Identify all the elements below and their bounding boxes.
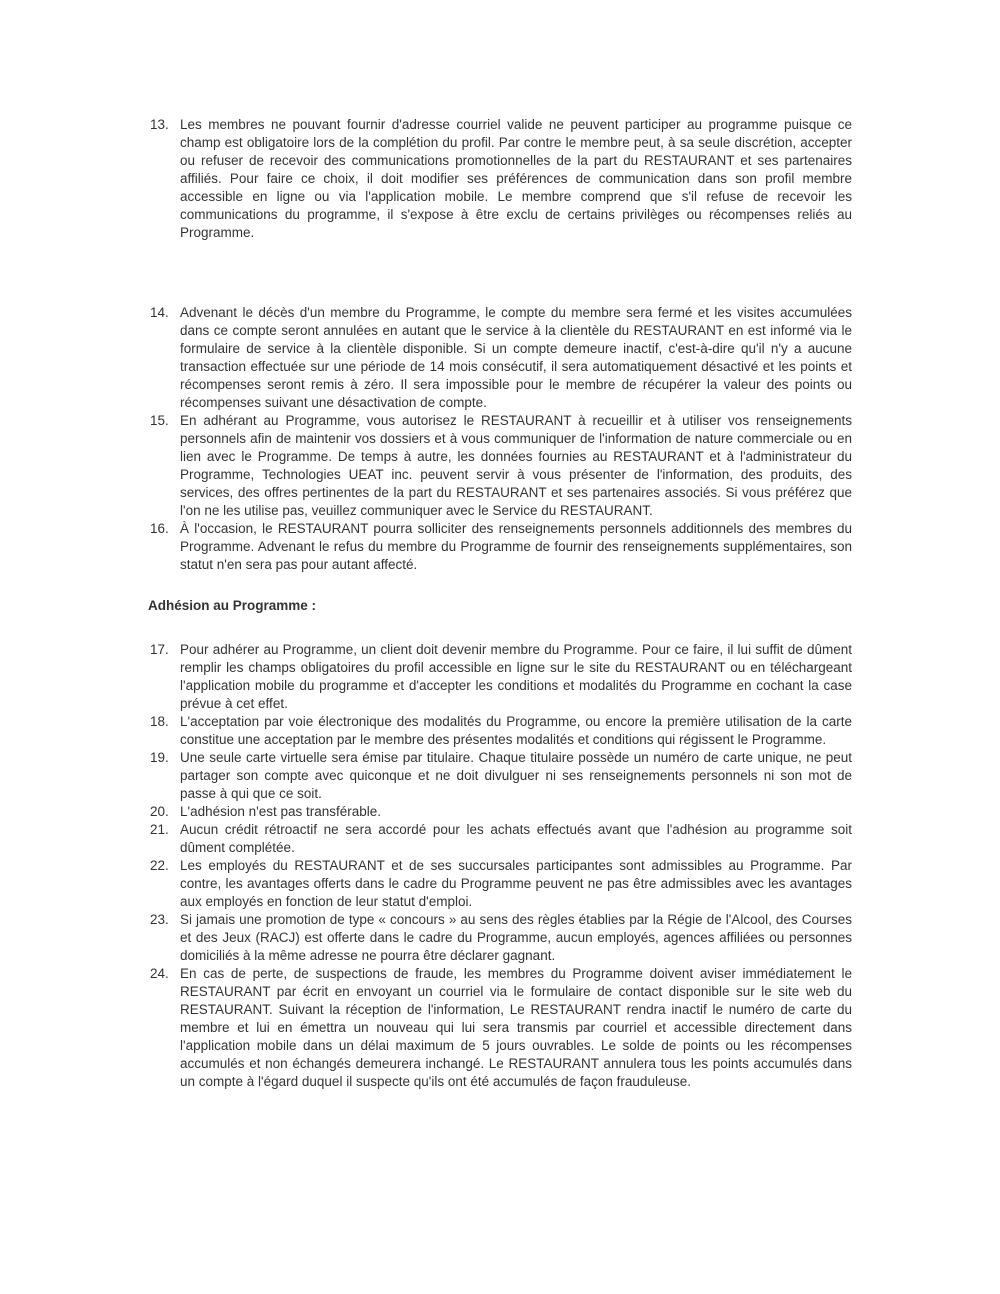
list-item: [150, 911, 852, 965]
list-item: [150, 821, 852, 857]
terms-list-13-16: [150, 116, 852, 574]
item-number: 17.: [150, 642, 169, 657]
item-number: 19.: [150, 750, 169, 765]
list-item: [150, 412, 852, 520]
item-text: Advenant le décès d'un membre du Programme, le compte du membre sera fermé et les visites accumulées dans ce compte seront annulées en autant que le service à la clientèle du RESTAURANT en est informé via le formulaire de service à la clientèle disponible. Si un compte demeure inactif, c'est-à-dire qu'il n'y a aucune transaction effectuée sur une période de 14 mois consécutif, il sera automatiquement désactivé et les points et récompenses seront remis à zéro. Il sera impossible pour le membre de récupérer la valeur des points ou récompenses suivant une désactivation de compte.: [180, 305, 852, 410]
item-text: Les membres ne pouvant fournir d'adresse courriel valide ne peuvent participer au programme puisque ce champ est obligatoire lors de la complétion du profil. Par contre le membre peut, à sa seule discrétion, accepter ou refuser de recevoir des communications promotionnelles de la part du RESTAURANT et ses partenaires affiliés. Pour faire ce choix, il doit modifier ses préférences de communication dans son profil membre accessible en ligne ou via l'application mobile. Le membre comprend que s'il refuse de recevoir les communications du programme, il s'expose à être exclu de certains privilèges ou récompenses reliés au Programme.: [180, 117, 852, 240]
item-text: À l'occasion, le RESTAURANT pourra solliciter des renseignements personnels additionnels des membres du Programme. Advenant le refus du membre du Programme de fournir des renseignements supplémentaires, son statut n'en sera pas pour autant affecté.: [180, 521, 852, 572]
list-item: [150, 857, 852, 911]
item-number: 14.: [150, 305, 169, 320]
item-text: Aucun crédit rétroactif ne sera accordé pour les achats effectués avant que l'adhésion au programme soit dûment complétée.: [180, 822, 852, 855]
item-text: Pour adhérer au Programme, un client doit devenir membre du Programme. Pour ce faire, il lui suffit de dûment remplir les champs obligatoires du profil accessible en ligne sur le site du RESTAURANT ou en téléchargeant l'application mobile du programme et d'accepter les conditions et modalités du Programme en cochant la case prévue à cet effet.: [180, 642, 852, 711]
item-text: L'adhésion n'est pas transférable.: [180, 804, 382, 819]
item-text: Une seule carte virtuelle sera émise par titulaire. Chaque titulaire possède un numéro de carte unique, ne peut partager son compte avec quiconque et ne doit divulguer ni ses renseignements personnels ni son mot de passe à qui que ce soit.: [180, 750, 852, 801]
item-text: En adhérant au Programme, vous autorisez le RESTAURANT à recueillir et à utiliser vos renseignements personnels afin de maintenir vos dossiers et à vous communiquer de l'information de nature commerciale ou en lien avec le Programme. De temps à autre, les données fournies au RESTAURANT et à l'administrateur du Programme, Technologies UEAT inc. peuvent servir à vous présenter de l'information, des produits, des services, des offres pertinentes de la part du RESTAURANT et ses partenaires associés. Si vous préférez que l'on ne les utilise pas, veuillez communiquer avec le Service du RESTAURANT.: [180, 413, 852, 518]
item-number: 16.: [150, 521, 169, 536]
list-item: [150, 803, 852, 821]
section-heading: Adhésion au Programme :: [148, 598, 317, 613]
item-number: 13.: [150, 117, 169, 132]
list-item: [150, 965, 852, 1091]
item-number: 23.: [150, 912, 169, 927]
item-number: 15.: [150, 413, 169, 428]
terms-list-17-24: [150, 641, 852, 1091]
list-item: [150, 641, 852, 713]
item-number: 20.: [150, 804, 169, 819]
list-item: [150, 116, 852, 242]
item-text: En cas de perte, de suspections de fraude, les membres du Programme doivent aviser immédiatement le RESTAURANT par écrit en envoyant un courriel via le formulaire de contact disponible sur le site web du RESTAURANT. Suivant la réception de l'information, Le RESTAURANT rendra inactif le numéro de carte du membre et lui en émettra un nouveau qui lui sera transmis par courriel et accessible directement dans l'application mobile dans un délai maximum de 5 jours ouvrables. Le solde de points ou les récompenses accumulés et non échangés demeurera inchangé. Le RESTAURANT annulera tous les points accumulés dans un compte à l'égard duquel il suspecte qu'ils ont été accumulés de façon frauduleuse.: [180, 966, 852, 1089]
item-number: 24.: [150, 966, 169, 981]
item-number: 18.: [150, 714, 169, 729]
item-text: Si jamais une promotion de type « concours » au sens des règles établies par la Régie de l'Alcool, des Courses et des Jeux (RACJ) est offerte dans le cadre du Programme, aucun employés, agences affiliées ou personnes domiciliés à la même adresse ne pourra être déclarer gagnant.: [180, 912, 852, 963]
list-item: [150, 520, 852, 574]
list-item: [150, 749, 852, 803]
item-text: L'acceptation par voie électronique des modalités du Programme, ou encore la première utilisation de la carte constitue une acceptation par le membre des présentes modalités et conditions qui régissent le Programme.: [180, 714, 852, 747]
item-number: 21.: [150, 822, 169, 837]
item-number: 22.: [150, 858, 169, 873]
list-item: [150, 304, 852, 412]
item-text: Les employés du RESTAURANT et de ses succursales participantes sont admissibles au Programme. Par contre, les avantages offerts dans le cadre du Programme peuvent ne pas être admissibles avec les avantages aux employés en fonction de leur statut d'emploi.: [180, 858, 852, 909]
list-item: [150, 713, 852, 749]
